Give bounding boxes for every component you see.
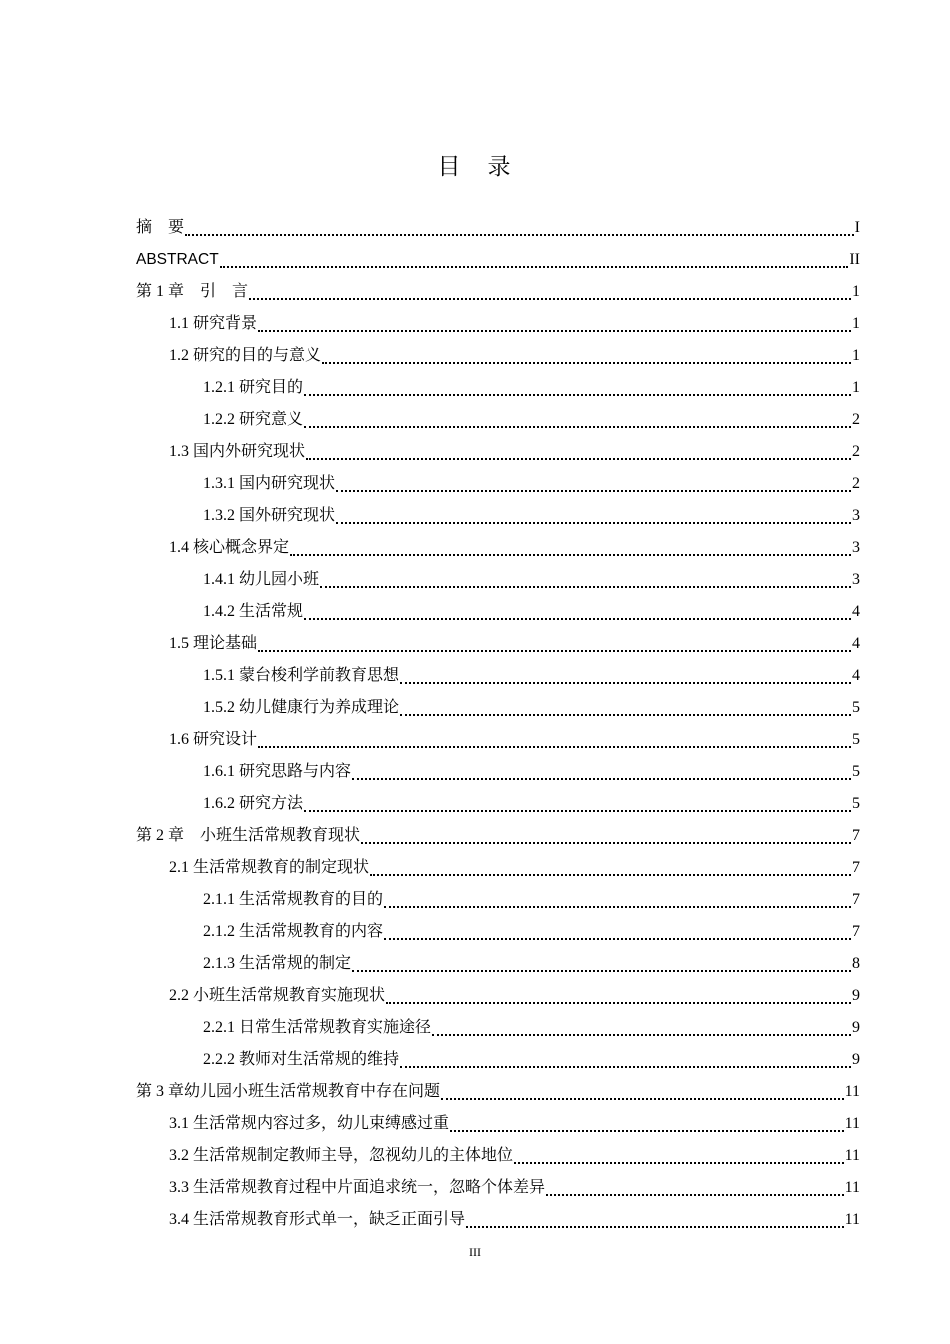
toc-entry-page-number: 5 <box>852 699 860 716</box>
toc-entry-title: 1.5.1 蒙台梭利学前教育思想 <box>203 667 400 684</box>
dot-leader <box>258 746 851 748</box>
toc-entry[interactable] <box>0 788 950 820</box>
toc-entry-page-number: 4 <box>852 603 860 620</box>
dot-leader <box>370 874 851 876</box>
toc-entry[interactable] <box>0 436 950 468</box>
dot-leader <box>336 490 851 492</box>
dot-leader <box>466 1226 844 1228</box>
toc-entry-title: 2.1.3 生活常规的制定 <box>203 955 352 972</box>
toc-entry[interactable] <box>0 404 950 436</box>
toc-entry-title: 2.2 小班生活常规教育实施现状 <box>169 987 386 1004</box>
dot-leader <box>450 1130 844 1132</box>
page-title: 目 录 <box>437 154 513 179</box>
toc-entry-page-number: 11 <box>844 1211 860 1228</box>
toc-entry-title: 1.2 研究的目的与意义 <box>169 347 322 364</box>
dot-leader <box>400 714 851 716</box>
toc-entry-page-number: 2 <box>852 443 860 460</box>
dot-leader <box>220 266 849 268</box>
toc-entry-page-number: 9 <box>852 1051 860 1068</box>
dot-leader <box>352 970 851 972</box>
toc-entry[interactable] <box>0 756 950 788</box>
toc-entry-title: 1.5 理论基础 <box>169 635 258 652</box>
toc-entry-page-number: 4 <box>852 635 860 652</box>
toc-entry-title: ABSTRACT <box>136 251 219 268</box>
toc-entry-page-number: 5 <box>852 731 860 748</box>
dot-leader <box>185 234 854 236</box>
toc-entry-title: 摘 要 <box>136 219 185 236</box>
dot-leader <box>441 1098 844 1100</box>
toc-entry[interactable] <box>0 628 950 660</box>
dot-leader <box>386 1002 851 1004</box>
toc-entry[interactable] <box>0 1076 950 1108</box>
toc-entry[interactable] <box>0 948 950 980</box>
toc-entry-title: 2.1.1 生活常规教育的目的 <box>203 891 384 908</box>
toc-entry[interactable] <box>0 1172 950 1204</box>
toc-entry-title: 1.1 研究背景 <box>169 315 258 332</box>
toc-entry-page-number: 11 <box>844 1083 860 1100</box>
toc-entry-page-number: 1 <box>852 315 860 332</box>
dot-leader <box>336 522 851 524</box>
dot-leader <box>320 586 851 588</box>
dot-leader <box>258 330 851 332</box>
dot-leader <box>432 1034 851 1036</box>
dot-leader <box>322 362 851 364</box>
toc-entry-title: 2.2.2 教师对生活常规的维持 <box>203 1051 400 1068</box>
toc-entry-title: 1.6.2 研究方法 <box>203 795 304 812</box>
toc-entry[interactable] <box>0 372 950 404</box>
toc-entry[interactable] <box>0 1044 950 1076</box>
toc-entry[interactable] <box>0 852 950 884</box>
dot-leader <box>514 1162 844 1164</box>
toc-entry[interactable] <box>0 308 950 340</box>
toc-entry[interactable] <box>0 820 950 852</box>
toc-entry[interactable] <box>0 340 950 372</box>
toc-entry-title: 1.3 国内外研究现状 <box>169 443 306 460</box>
toc-entry-title: 1.4 核心概念界定 <box>169 539 290 556</box>
toc-entry-title: 2.1 生活常规教育的制定现状 <box>169 859 370 876</box>
dot-leader <box>258 650 851 652</box>
toc-entry-page-number: 3 <box>852 539 860 556</box>
toc-entry-page-number: 2 <box>852 475 860 492</box>
toc-entry-page-number: 7 <box>852 891 860 908</box>
toc-entry-page-number: 1 <box>852 379 860 396</box>
toc-entry-title: 1.2.1 研究目的 <box>203 379 304 396</box>
toc-entry[interactable] <box>0 1012 950 1044</box>
toc-entry-page-number: II <box>849 251 860 268</box>
toc-entry[interactable] <box>0 724 950 756</box>
toc-entry-page-number: 11 <box>844 1147 860 1164</box>
dot-leader <box>400 1066 851 1068</box>
toc-entry[interactable] <box>0 692 950 724</box>
toc-entry-page-number: 1 <box>852 347 860 364</box>
toc-entry-page-number: 3 <box>852 571 860 588</box>
toc-entry[interactable] <box>0 564 950 596</box>
dot-leader <box>546 1194 844 1196</box>
toc-entry-title: 第 3 章幼儿园小班生活常规教育中存在问题 <box>136 1083 441 1100</box>
toc-entry-title: 1.4.2 生活常规 <box>203 603 304 620</box>
dot-leader <box>352 778 851 780</box>
toc-entry[interactable] <box>0 500 950 532</box>
toc-entry-title: 3.3 生活常规教育过程中片面追求统一，忽略个体差异 <box>169 1179 546 1196</box>
toc-entry-title: 3.4 生活常规教育形式单一，缺乏正面引导 <box>169 1211 466 1228</box>
toc-entry-title: 第 2 章 小班生活常规教育现状 <box>136 827 361 844</box>
toc-entry[interactable] <box>0 1140 950 1172</box>
toc-entry-page-number: 7 <box>852 859 860 876</box>
dot-leader <box>304 426 851 428</box>
toc-entry[interactable] <box>0 1108 950 1140</box>
toc-entry-page-number: 9 <box>852 987 860 1004</box>
dot-leader <box>304 618 851 620</box>
toc-entry-title: 3.1 生活常规内容过多，幼儿束缚感过重 <box>169 1115 450 1132</box>
toc-entry-page-number: 2 <box>852 411 860 428</box>
toc-entry-title: 1.2.2 研究意义 <box>203 411 304 428</box>
toc-entry-title: 1.3.2 国外研究现状 <box>203 507 336 524</box>
toc-entry[interactable] <box>0 660 950 692</box>
toc-entry-page-number: 8 <box>852 955 860 972</box>
toc-entry[interactable] <box>0 468 950 500</box>
toc-entry[interactable] <box>0 884 950 916</box>
toc-entry-page-number: 7 <box>852 827 860 844</box>
toc-entry-title: 2.2.1 日常生活常规教育实施途径 <box>203 1019 432 1036</box>
toc-entry-title: 2.1.2 生活常规教育的内容 <box>203 923 384 940</box>
toc-entry[interactable] <box>0 244 950 276</box>
toc-entry[interactable] <box>0 212 950 244</box>
toc-entry[interactable] <box>0 596 950 628</box>
toc-entry[interactable] <box>0 532 950 564</box>
dot-leader <box>400 682 851 684</box>
dot-leader <box>304 810 851 812</box>
toc-entry-page-number: 5 <box>852 763 860 780</box>
toc-entry-page-number: 1 <box>852 283 860 300</box>
toc-entry-page-number: I <box>854 219 860 236</box>
dot-leader <box>249 298 851 300</box>
dot-leader <box>384 938 851 940</box>
toc-entry[interactable] <box>0 276 950 308</box>
toc-entry[interactable] <box>0 980 950 1012</box>
toc-entry-title: 1.3.1 国内研究现状 <box>203 475 336 492</box>
toc-entry-title: 1.5.2 幼儿健康行为养成理论 <box>203 699 400 716</box>
toc-entry-page-number: 4 <box>852 667 860 684</box>
dot-leader <box>361 842 851 844</box>
table-of-contents <box>0 212 950 1236</box>
toc-entry[interactable] <box>0 916 950 948</box>
dot-leader <box>384 906 851 908</box>
toc-entry-page-number: 7 <box>852 923 860 940</box>
dot-leader <box>304 394 851 396</box>
toc-entry-page-number: 5 <box>852 795 860 812</box>
dot-leader <box>306 458 851 460</box>
toc-entry-page-number: 3 <box>852 507 860 524</box>
toc-entry-page-number: 11 <box>844 1115 860 1132</box>
toc-entry-title: 1.6 研究设计 <box>169 731 258 748</box>
toc-entry-title: 1.4.1 幼儿园小班 <box>203 571 320 588</box>
toc-entry-page-number: 9 <box>852 1019 860 1036</box>
dot-leader <box>290 554 851 556</box>
toc-entry-title: 第 1 章 引 言 <box>136 283 249 300</box>
toc-entry-page-number: 11 <box>844 1179 860 1196</box>
toc-entry-title: 1.6.1 研究思路与内容 <box>203 763 352 780</box>
toc-entry-title: 3.2 生活常规制定教师主导，忽视幼儿的主体地位 <box>169 1147 514 1164</box>
footer-page-number: III <box>469 1245 481 1259</box>
toc-entry[interactable] <box>0 1204 950 1236</box>
